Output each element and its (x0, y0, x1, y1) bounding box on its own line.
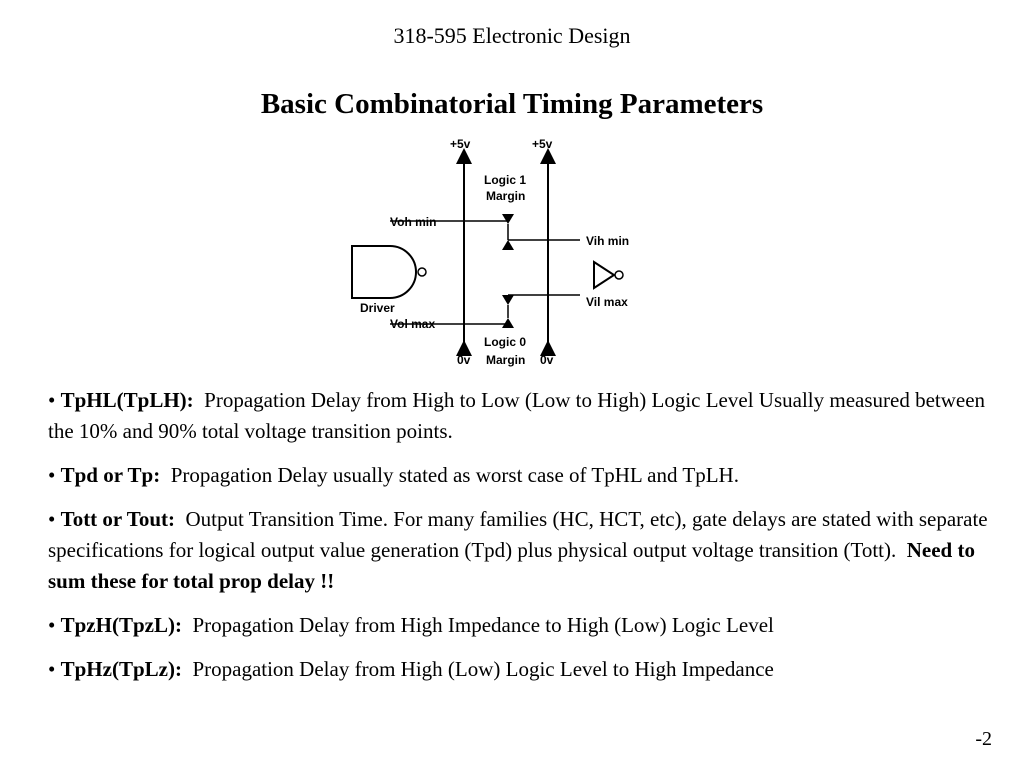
bullet-term: TpHL(TpLH): (60, 388, 194, 412)
driver-label: Driver (360, 301, 395, 315)
receiver-inverter-icon (594, 262, 614, 288)
vih-min-label: Vih min (586, 234, 630, 248)
plus5v-right-label: +5v (532, 137, 553, 151)
bullet-text: Output Transition Time. For many families (HC, HCT, etc), gate delays are stated with separate specifications for logical output value generation (Tpd) plus physical output voltage transition (Tott). (48, 507, 988, 562)
vol-max-label: Vol max (390, 317, 436, 331)
logic1-margin-arrow-up (502, 240, 514, 250)
bullet-tphl (48, 385, 988, 447)
bullet-text: Propagation Delay from High to Low (Low to High) Logic Level Usually measured between the 10% and 90% total voltage transition points. (48, 388, 986, 443)
bullet-tpd (48, 460, 988, 491)
bullet-term: Tott or Tout: (60, 507, 175, 531)
bullet-tpzh (48, 610, 988, 641)
bullet-tott (48, 504, 988, 597)
logic0-margin-label-2: Margin (486, 353, 526, 367)
bullet-term: TpzH(TpzL): (60, 613, 182, 637)
bullet-list (48, 385, 988, 698)
vil-max-label: Vil max (586, 295, 628, 309)
driver-bubble-icon (418, 268, 426, 276)
bullet-marker: • (48, 507, 61, 531)
plus5v-left-label: +5v (450, 137, 471, 151)
noise-margin-svg (340, 134, 650, 374)
bullet-term: Tpd or Tp: (60, 463, 161, 487)
bullet-emphasis: Need to sum these for total prop delay !! (48, 538, 975, 593)
voh-min-label: Voh min (390, 215, 437, 229)
course-header: 318-595 Electronic Design (393, 23, 631, 48)
noise-margin-diagram (340, 134, 650, 374)
bullet-marker: • (48, 657, 61, 681)
page-number: -2 (975, 728, 992, 750)
zero-left-label: 0v (457, 353, 471, 367)
bullet-marker: • (48, 388, 61, 412)
bullet-marker: • (48, 463, 61, 487)
logic0-margin-arrow-up (502, 318, 514, 328)
bullet-marker: • (48, 613, 61, 637)
logic1-margin-label-1: Logic 1 (484, 173, 527, 187)
receiver-bubble-icon (615, 271, 623, 279)
driver-gate-icon (352, 246, 416, 298)
logic1-margin-arrow-down (502, 214, 514, 224)
bullet-term: TpHz(TpLz): (60, 657, 182, 681)
bullet-text: Propagation Delay usually stated as worst case of TpHL and TpLH. (170, 463, 739, 487)
slide-title: Basic Combinatorial Timing Parameters (260, 88, 764, 120)
logic1-margin-label-2: Margin (486, 189, 526, 203)
logic0-margin-label-1: Logic 0 (484, 335, 527, 349)
bullet-text: Propagation Delay from High Impedance to High (Low) Logic Level (192, 613, 774, 637)
logic0-margin-arrow-down (502, 295, 514, 305)
zero-right-label: 0v (540, 353, 554, 367)
bullet-tphz (48, 654, 988, 685)
bullet-text: Propagation Delay from High (Low) Logic Level to High Impedance (192, 657, 774, 681)
